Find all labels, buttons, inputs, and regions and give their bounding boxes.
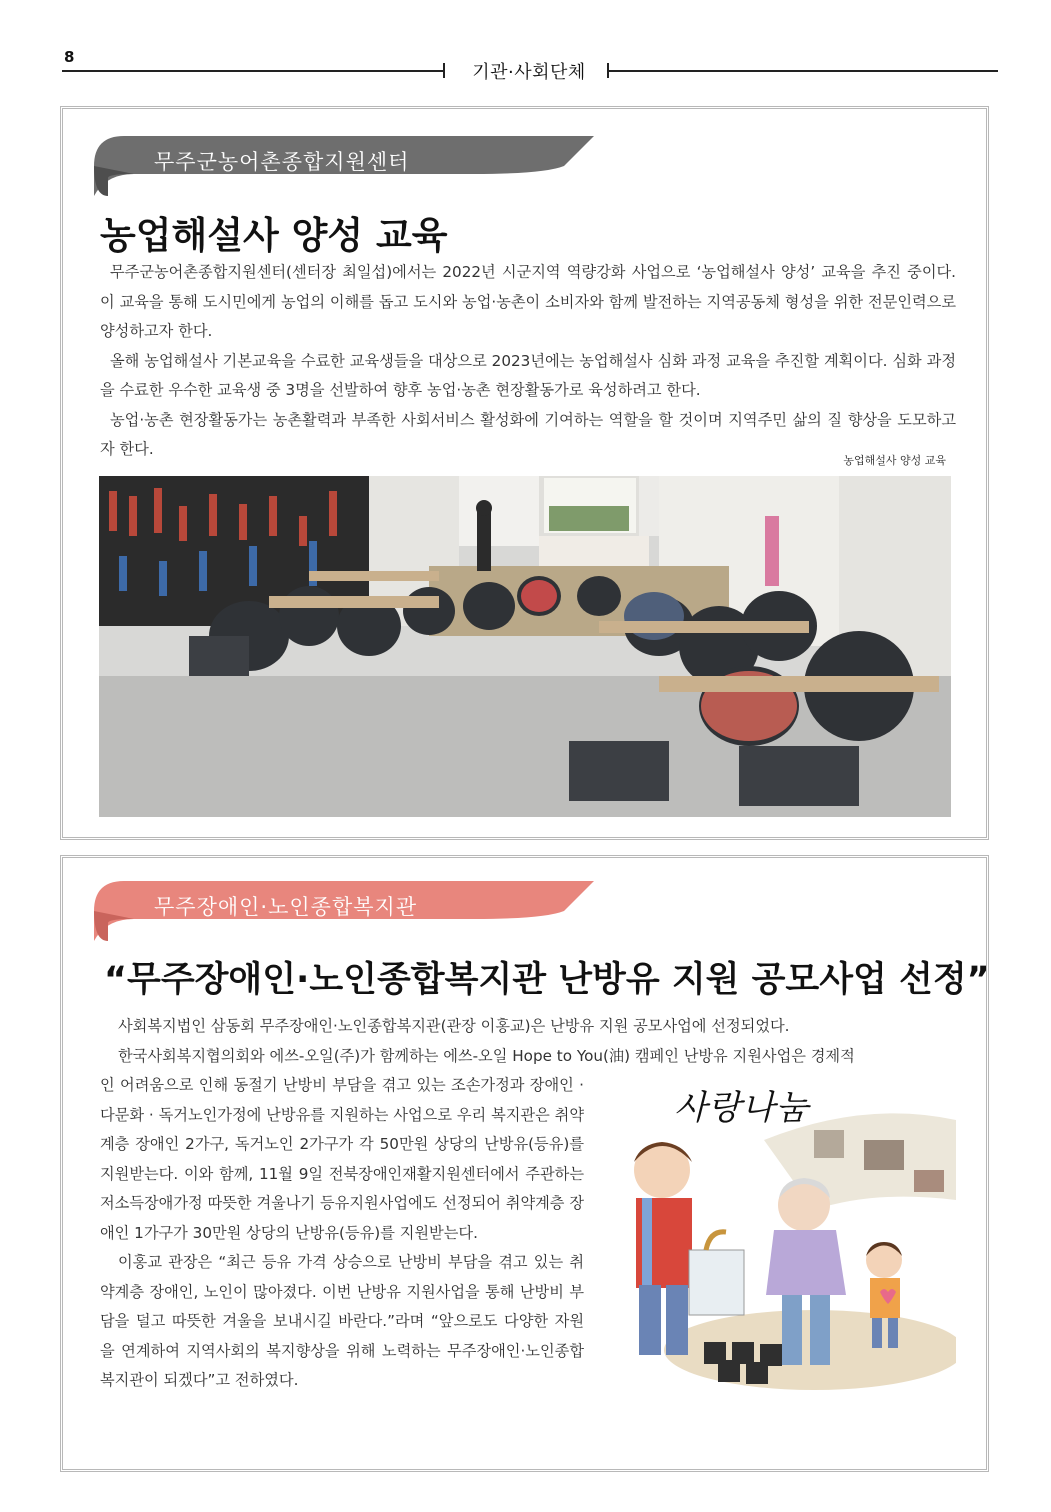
header-rule-right	[609, 70, 998, 72]
illustration-title: 사랑나눔	[674, 1088, 810, 1128]
article2-intro-paragraph-2: 한국사회복지협의회와 에쓰-오일(주)가 함께하는 에쓰-오일 Hope to You(油) 캠페인 난방유 지원사업은 경제적	[118, 1046, 855, 1065]
section-title: 기관·사회단체	[472, 62, 586, 83]
article2-column-paragraph-1: 인 어려움으로 인해 동절기 난방비 부담을 겪고 있는 조손가정과 장애인 · 다문화 · 독거노인가정에 난방유를 지원하는 사업으로 우리 복지관은 취약계층 장애인 2가구, 독거노인 2가구가 각 50만원 상당의 난방유(등유)를 지원받는다. 이와 함께, 11월 9일 전북장애인재활지원센터에서 주관하는 저소득장애가정 따뜻한 겨울나기 등유지원사업에도 선정되어 취약계층 장애인 1가구가 30만원 상당의 난방유(등유)를 지원받는다.	[100, 1076, 584, 1242]
header-rule-left	[62, 70, 444, 72]
article1-paragraph-1: 무주군농어촌종합지원센터(센터장 최일섭)에서는 2022년 시군지역 역량강화 사업으로 ‘농업해설사 양성’ 교육을 추진 중이다. 이 교육을 통해 도시민에게 농업의 이해를 돕고 도시와 농업·농촌이 소비자와 함께 발전하는 지역공동체 형성을 위한 전문인력으로 양성하고자 한다.	[100, 263, 956, 340]
article2-intro	[100, 1012, 958, 1071]
sharing-illustration	[614, 1080, 956, 1403]
article1-paragraph-3: 농업·농촌 현장활동가는 농촌활력과 부족한 사회서비스 활성화에 기여하는 역할을 할 것이며 지역주민 삶의 질 향상을 도모하고자 한다.	[100, 410, 956, 458]
article2-column-paragraph-2: 이홍교 관장은 “최근 등유 가격 상승으로 난방비 부담을 겪고 있는 취약계층 장애인, 노인이 많아졌다. 이번 난방유 지원사업을 통해 난방비 부담을 덜고 따뜻한 겨울을 보내시길 바란다.”라며 “앞으로도 다양한 자원을 연계하여 지역사회의 복지향상을 위해 노력하는 무주장애인·노인종합복지관이 되겠다”고 전하였다.	[100, 1253, 584, 1389]
page-number: 8	[64, 48, 75, 66]
org-name-2: 무주장애인·노인종합복지관	[154, 895, 418, 919]
article2-column	[100, 1071, 584, 1396]
classroom-photo-image	[99, 476, 951, 817]
header-tick-left	[443, 63, 445, 78]
org-name-1: 무주군농어촌종합지원센터	[154, 150, 410, 174]
article1-body	[100, 258, 956, 465]
photo-caption: 농업해설사 양성 교육	[843, 454, 946, 467]
org-banner-1	[94, 136, 594, 196]
headline-1: 농업해설사 양성 교육	[100, 214, 448, 257]
article1-paragraph-2: 올해 농업해설사 기본교육을 수료한 교육생들을 대상으로 2023년에는 농업해설사 심화 과정 교육을 추진할 계획이다. 심화 과정을 수료한 우수한 교육생 중 3명을 선발하여 향후 농업·농촌 현장활동가로 육성하려고 한다.	[100, 351, 956, 399]
headline-2: “무주장애인·노인종합복지관 난방유 지원 공모사업 선정”	[104, 960, 990, 1000]
classroom-photo	[99, 476, 951, 817]
org-banner-2	[94, 881, 594, 941]
article2-intro-paragraph-1: 사회복지법인 삼동회 무주장애인·노인종합복지관(관장 이홍교)은 난방유 지원 공모사업에 선정되었다.	[118, 1017, 790, 1035]
